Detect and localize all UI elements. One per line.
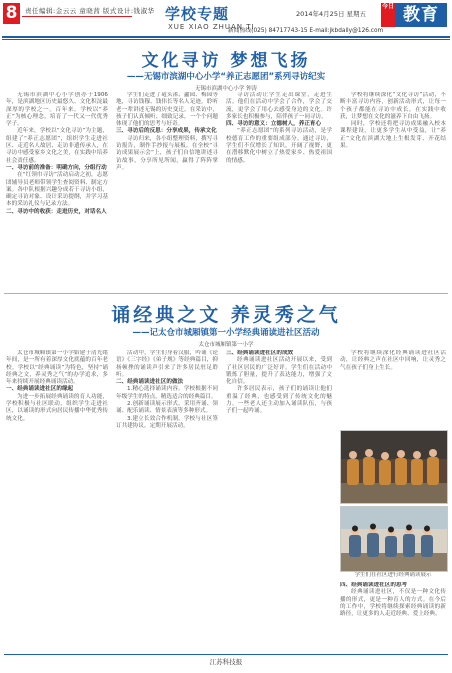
article1-column-4	[340, 92, 446, 290]
editors-line: 责任编辑:金云云 童晓茜 版式设计:钱淑华	[25, 7, 155, 15]
paragraph: 无锡市滨湖中心小学创办于1906年，是滨湖地区历史最悠久、文化积淀最深厚的学校之一。百年来，学校以“养正”为核心理念，培育了一代又一代优秀学子。	[6, 92, 108, 128]
paragraph: 近年来，学校以“文化寻访”为主题，组建了“养正志愿团”，组织学生走进社区、走近名人故居、走访非遗传承人，在寻访中感受家乡文化之美，在实践中培养社会责任感。	[6, 128, 108, 164]
section-pinyin: XUE XIAO ZHUAN TI	[168, 23, 255, 31]
news-hotline: 新闻热线(025) 84717743-15 E-mail:jkbdaily@126.com	[228, 28, 384, 34]
logo-large-text: 教育	[395, 3, 447, 27]
article1-byline: 无锡市滨湖中心小学 钟涛	[194, 86, 258, 92]
paragraph: 在“红领巾寻访”活动启动之初，志愿团辅导员老师带领学生查阅资料、制定方案。各中队根据兴趣分成若干寻访小组，确定寻访对象、设计采访提纲，并学习基本的采访礼仪与记录方法。	[6, 172, 108, 208]
article2-subtitle: ——记太仓市城厢镇第一小学经典诵读进社区活动	[132, 328, 320, 338]
paragraph: “养正志愿团”的系列寻访活动，是学校德育工作的重要组成部分。通过寻访，学生们不仅增长了知识，开阔了视野，更在潜移默化中树立了热爱家乡、热爱祖国的情感。	[226, 128, 332, 164]
article2-column-4-bottom	[340, 582, 446, 650]
paragraph: 学校将继续深化经典诵读进社区活动，让经典之声在社区中回响，让灵秀之气在孩子们身上生长。	[340, 350, 446, 371]
paragraph: 许多居民表示，孩子们的诵读让他们重温了经典，也感受到了传统文化的魅力。一些老人还主动加入诵读队伍，与孩子们一起吟诵。	[226, 386, 332, 415]
article1-subtitle: ——无锡市滨湖中心小学“养正志愿团”系列寻访纪实	[126, 72, 326, 82]
article-divider	[4, 293, 448, 294]
header-rule-left	[22, 16, 132, 17]
header-rule-thin	[2, 39, 450, 40]
page-header	[0, 0, 452, 40]
photo-performance	[340, 430, 448, 504]
masthead-logo	[381, 3, 447, 27]
header-rule	[2, 36, 450, 38]
paragraph: 2.创新诵读展示形式。采用齐诵、领诵、配乐诵读、情景表演等多种形式。	[116, 401, 218, 415]
photo-caption: 学生们在社区进行经典诵读展示	[354, 572, 432, 578]
footer-rule	[4, 654, 448, 655]
section-heading: 一、经典诵读进社区的缘起	[6, 386, 74, 393]
section-heading: 四、寻访的意义：立德树人，养正育心	[226, 121, 322, 128]
article2-byline: 太仓市城厢镇第一小学	[198, 342, 254, 348]
article1-column-1	[6, 92, 108, 290]
paragraph: 寻访归来，各小组整理资料，撰写寻访报告，制作手抄报与展板。在全校“寻访成果展示会”上，孩子们自信地讲述寻访故事，分享所见所闻，赢得了阵阵掌声。	[116, 135, 218, 171]
paragraph: 学校将继续深化“文化寻访”活动，不断丰富寻访内容，创新活动形式，让每一个孩子都能在寻访中成长，在实践中收获，让梦想在文化的滋养下自由飞扬。	[340, 92, 446, 120]
paragraph: 活动中，学生们身着汉服，吟诵《论语》《三字经》《弟子规》等经典篇目，抑扬顿挫的诵读声引来了许多居民驻足聆听。	[116, 350, 218, 378]
article2-column-1	[6, 350, 108, 650]
page-footer: 江苏科技报	[209, 658, 243, 666]
section-heading: 一、寻访前的准备：明确方向，分组行动	[6, 164, 107, 171]
photo-children-graphic	[341, 507, 447, 571]
paragraph: 同时，学校还将把寻访成果融入校本课程建设，让更多学生从中受益，让“养正”文化在滨湖大地上生根发芽、开花结果。	[340, 121, 446, 150]
photo-performance-graphic	[341, 431, 447, 503]
article2-column-2	[116, 350, 218, 650]
section-title: 学校专题	[165, 5, 230, 23]
paragraph: 经典诵读进社区，不仅是一种文化传播的形式，更是一种育人的方式。在今后的工作中，学校将继续探索经典诵读的新路径，让更多的人走近经典、爱上经典。	[340, 589, 446, 618]
article2-column-4-top	[340, 350, 446, 428]
article2-title: 诵经典之文 养灵秀之气	[111, 304, 341, 326]
logo-small-text: 今日	[381, 3, 395, 27]
section-heading: 二、寻访中的收获：走进历史，对话名人	[6, 208, 107, 215]
paragraph: 为进一步拓展经典诵读的育人功能，学校积极与社区联动，组织学生走进社区，以诵读的形式向居民传播中华优秀传统文化。	[6, 393, 108, 422]
photo-children	[340, 506, 448, 572]
section-heading: 三、经典诵读进社区的成效	[226, 350, 294, 356]
article1-column-3	[226, 92, 332, 290]
paragraph: 经典诵读进社区活动开展以来，受到了社区居民的广泛好评。学生们在活动中锻炼了胆量，提升了表达能力，增强了文化自信。	[226, 357, 332, 386]
section-heading: 二、经典诵读进社区的做法	[116, 379, 184, 386]
paragraph: 太仓市城厢镇第一小学始建于清光绪年间，是一所有着深厚文化底蕴的百年老校。学校以“经典诵读”为特色，坚持“诵经典之文，养灵秀之气”的办学追求，多年来持续开展经典诵读活动。	[6, 350, 108, 386]
page-number: 8	[3, 3, 20, 24]
section-heading: 四、经典诵读进社区的思考	[340, 582, 408, 588]
article1-column-2	[116, 92, 218, 290]
article1-title: 文化寻访 梦想飞扬	[141, 51, 311, 71]
article2-column-3	[226, 350, 332, 650]
publication-date: 2014年4月25日 星期五	[296, 10, 367, 18]
paragraph: 寻访活动让学生走出课堂，走进生活。他们在活动中学会了合作，学会了交流，更学会了用心去感受身边的文化。许多家长也积极参与，陪伴孩子一同寻访。	[226, 92, 332, 120]
section-heading: 三、寻访后的反思：分享成果，传承文化	[116, 128, 217, 135]
paragraph: 3.建立长效合作机制。学校与社区签订共建协议，定期开展活动。	[116, 415, 218, 429]
paragraph: 学生们走进了鼋头渚、蠡园、梅园等地，寻访钱穆、钱伟长等名人足迹，聆听老一辈讲述无锡的历史变迁。在采访中，孩子们认真倾听、细致记录，一个个问题体现了他们的思考与好奇。	[116, 92, 218, 128]
paragraph: 1.精心选择诵读内容。学校根据不同年级学生的特点，精选适合的经典篇目。	[116, 386, 218, 400]
